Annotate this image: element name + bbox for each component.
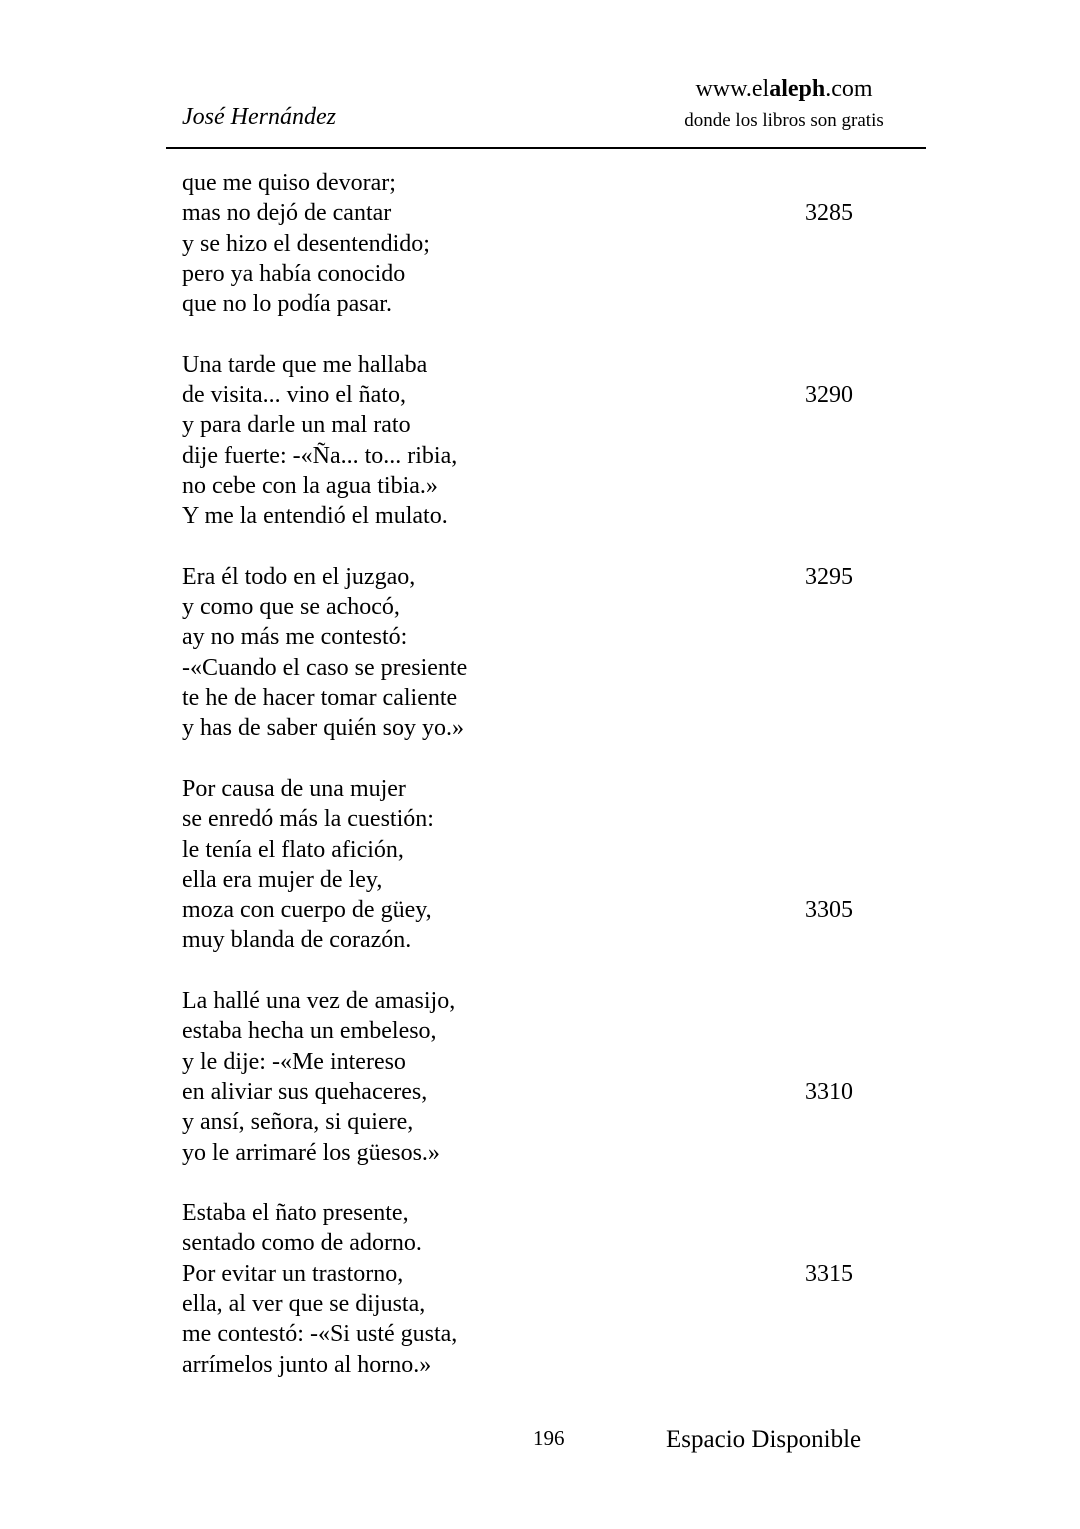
verse-line	[182, 774, 882, 804]
verse-text: Por causa de una mujer	[182, 775, 406, 802]
verse-line	[182, 410, 882, 440]
verse-line	[182, 835, 882, 865]
site-url-prefix: www.el	[695, 76, 770, 102]
verse-text: y para darle un mal rato	[182, 412, 411, 439]
verse-text: Una tarde que me hallaba	[182, 351, 428, 378]
verse-line	[182, 1259, 882, 1289]
verse-text: -«Cuando el caso se presiente	[182, 654, 468, 681]
verse-text: que me quiso devorar;	[182, 170, 396, 196]
verse-text: Por evitar un trastorno,	[182, 1260, 404, 1287]
verse-text: ay no más me contestó:	[182, 624, 408, 651]
verse-text: ella, al ver que se dijusta,	[182, 1290, 426, 1317]
verse-line	[182, 1289, 882, 1319]
verse-line	[182, 168, 882, 198]
verse-line	[182, 1107, 882, 1137]
verse-text: arrímelos junto al horno.»	[182, 1351, 432, 1378]
verse-line	[182, 713, 882, 743]
verse-text: Estaba el ñato presente,	[182, 1200, 409, 1227]
verse-line	[182, 804, 882, 834]
page-number: 196	[533, 1426, 565, 1450]
footer-note: Espacio Disponible	[666, 1426, 862, 1453]
verse-text: sentado como de adorno.	[182, 1230, 422, 1257]
verse-line	[182, 622, 882, 652]
verse-text: y como que se achocó,	[182, 594, 400, 621]
verse-number: 3285	[805, 200, 853, 227]
verse-number: 3290	[805, 382, 853, 409]
verse-line	[182, 925, 882, 955]
site-url-bold: aleph	[769, 76, 826, 102]
verse-line	[182, 653, 882, 683]
verse-number: 3315	[805, 1260, 853, 1287]
verse-line	[182, 1350, 882, 1380]
verse-line	[182, 229, 882, 259]
verse-text: moza con cuerpo de güey,	[182, 897, 432, 924]
site-tagline: donde los libros son gratis	[684, 110, 884, 131]
verse-line	[182, 1138, 882, 1168]
verse-line	[182, 350, 882, 380]
verse-text: se enredó más la cuestión:	[182, 806, 434, 833]
verse-line	[182, 865, 882, 895]
stanza	[182, 168, 882, 319]
poem-body	[182, 168, 882, 1410]
stanza	[182, 562, 882, 744]
verse-text: no cebe con la agua tibia.»	[182, 472, 438, 499]
verse-line	[182, 471, 882, 501]
verse-line	[182, 1228, 882, 1258]
verse-text: pero ya había conocido	[182, 260, 406, 287]
verse-text: ella era mujer de ley,	[182, 866, 383, 893]
verse-line	[182, 1016, 882, 1046]
verse-text: Era él todo en el juzgao,	[182, 563, 416, 590]
verse-line	[182, 1198, 882, 1228]
verse-line	[182, 1047, 882, 1077]
verse-line	[182, 441, 882, 471]
stanza	[182, 350, 882, 532]
verse-line	[182, 895, 882, 925]
verse-text: mas no dejó de cantar	[182, 200, 392, 227]
verse-text: y ansí, señora, si quiere,	[182, 1109, 414, 1136]
verse-line	[182, 501, 882, 531]
stanza	[182, 986, 882, 1168]
site-url-suffix: .com	[825, 76, 873, 102]
verse-text: y has de saber quién soy yo.»	[182, 715, 464, 742]
verse-text: de visita... vino el ñato,	[182, 382, 406, 409]
verse-number: 3305	[805, 897, 853, 924]
verse-line	[182, 592, 882, 622]
verse-line	[182, 1319, 882, 1349]
verse-number: 3295	[805, 563, 853, 590]
verse-number: 3310	[805, 1078, 853, 1105]
verse-line	[182, 562, 882, 592]
verse-text: que no lo podía pasar.	[182, 291, 392, 318]
verse-line	[182, 986, 882, 1016]
verse-text: y se hizo el desentendido;	[182, 230, 430, 257]
verse-text: yo le arrimaré los güesos.»	[182, 1139, 440, 1166]
verse-text: muy blanda de corazón.	[182, 927, 412, 954]
site-url[interactable]	[670, 74, 898, 104]
verse-text: y le dije: -«Me intereso	[182, 1048, 406, 1075]
verse-line	[182, 683, 882, 713]
verse-text: La hallé una vez de amasijo,	[182, 988, 456, 1015]
stanza	[182, 774, 882, 956]
verse-text: me contestó: -«Si usté gusta,	[182, 1321, 458, 1348]
author-name: José Hernández	[182, 104, 336, 130]
verse-text: le tenía el flato afición,	[182, 836, 404, 863]
site-branding	[670, 74, 898, 134]
verse-line	[182, 259, 882, 289]
verse-text: Y me la entendió el mulato.	[182, 503, 448, 530]
verse-text: dije fuerte: -«Ña... to... ribia,	[182, 442, 458, 469]
verse-line	[182, 289, 882, 319]
verse-line	[182, 380, 882, 410]
verse-line	[182, 198, 882, 228]
verse-text: en aliviar sus quehaceres,	[182, 1078, 428, 1105]
verse-text: te he de hacer tomar caliente	[182, 685, 458, 712]
verse-text: estaba hecha un embeleso,	[182, 1018, 437, 1045]
header-divider	[166, 147, 926, 149]
stanza	[182, 1198, 882, 1380]
verse-line	[182, 1077, 882, 1107]
